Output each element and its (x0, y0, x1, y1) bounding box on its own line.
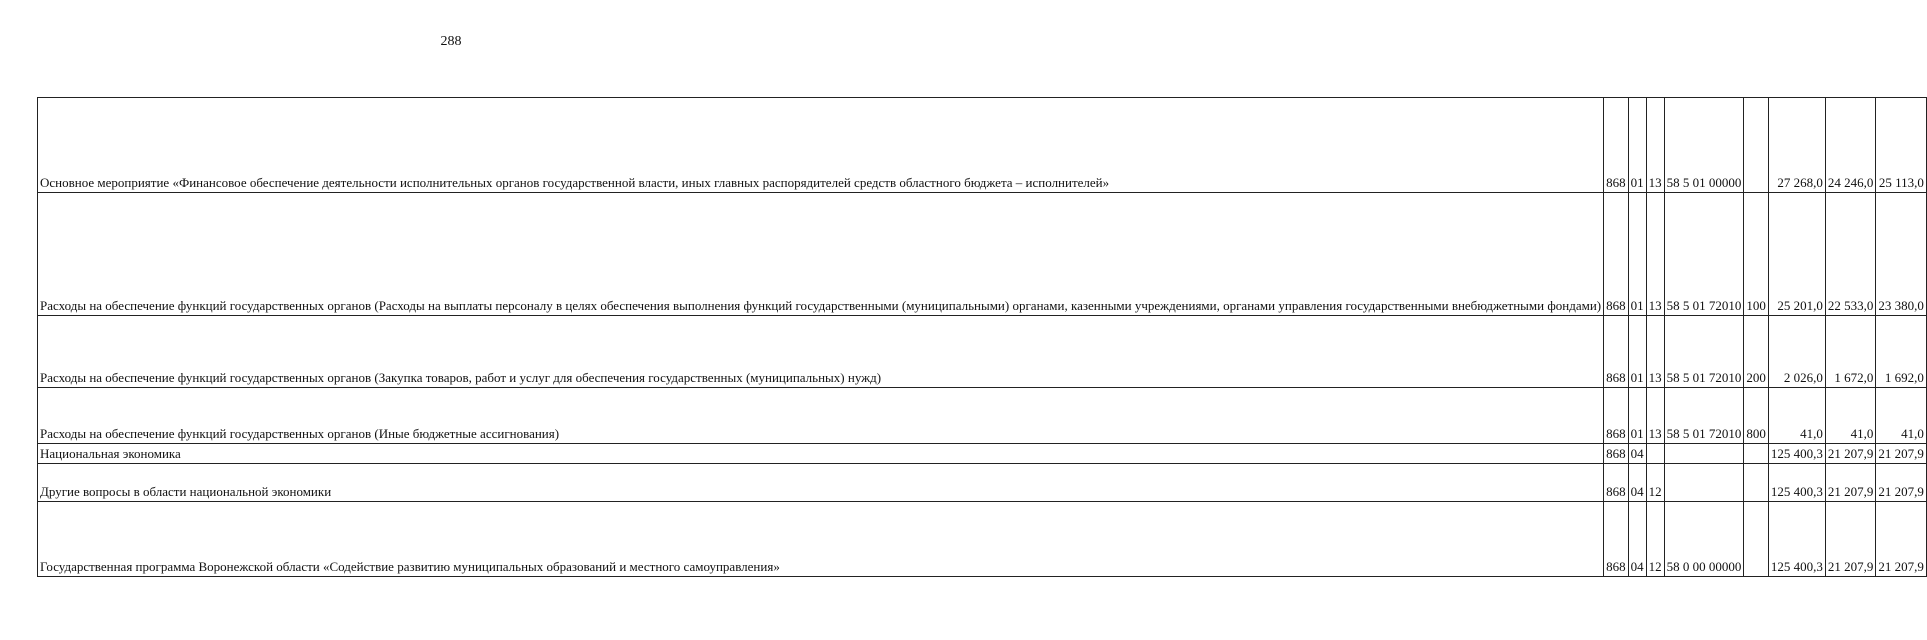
amount-year-2: 24 246,0 (1825, 98, 1876, 193)
expense-type (1744, 98, 1769, 193)
target-article: 58 0 00 00000 (1664, 502, 1744, 577)
amount-year-2: 21 207,9 (1825, 464, 1876, 502)
table-row (38, 316, 1927, 388)
amount-year-3: 1 692,0 (1876, 316, 1927, 388)
ministry-code: 868 (1604, 388, 1629, 444)
section-code: 04 (1628, 502, 1646, 577)
section-code: 04 (1628, 444, 1646, 464)
subsection-code: 12 (1646, 502, 1664, 577)
ministry-code: 868 (1604, 502, 1629, 577)
subsection-code: 12 (1646, 464, 1664, 502)
amount-year-2: 22 533,0 (1825, 193, 1876, 316)
amount-year-3: 21 207,9 (1876, 464, 1927, 502)
row-name: Расходы на обеспечение функций государственных органов (Расходы на выплаты персоналу в целях обеспечения выполнения функций государственными (муниципальными) органами, казенными учреждениями, органами управления государственными внебюджетными фондами) (38, 193, 1604, 316)
amount-year-2: 21 207,9 (1825, 444, 1876, 464)
amount-year-3: 41,0 (1876, 388, 1927, 444)
section-code: 01 (1628, 388, 1646, 444)
ministry-code: 868 (1604, 464, 1629, 502)
section-code: 01 (1628, 193, 1646, 316)
amount-year-1: 27 268,0 (1768, 98, 1825, 193)
subsection-code: 13 (1646, 98, 1664, 193)
subsection-code: 13 (1646, 316, 1664, 388)
row-name: Расходы на обеспечение функций государственных органов (Закупка товаров, работ и услуг для обеспечения государственных (муниципальных) нужд) (38, 316, 1604, 388)
subsection-code: 13 (1646, 193, 1664, 316)
table-row (38, 388, 1927, 444)
subsection-code: 13 (1646, 388, 1664, 444)
expense-type: 800 (1744, 388, 1769, 444)
expense-type (1744, 464, 1769, 502)
row-name: Государственная программа Воронежской области «Содействие развитию муниципальных образований и местного самоуправления» (38, 502, 1604, 577)
row-name: Другие вопросы в области национальной экономики (38, 464, 1604, 502)
amount-year-2: 41,0 (1825, 388, 1876, 444)
target-article: 58 5 01 72010 (1664, 193, 1744, 316)
target-article: 58 5 01 72010 (1664, 316, 1744, 388)
ministry-code: 868 (1604, 193, 1629, 316)
table-row (38, 502, 1927, 577)
expense-type (1744, 444, 1769, 464)
ministry-code: 868 (1604, 316, 1629, 388)
expense-type: 100 (1744, 193, 1769, 316)
amount-year-1: 125 400,3 (1768, 464, 1825, 502)
amount-year-2: 1 672,0 (1825, 316, 1876, 388)
target-article (1664, 444, 1744, 464)
table-row (38, 444, 1927, 464)
expense-type: 200 (1744, 316, 1769, 388)
amount-year-3: 21 207,9 (1876, 444, 1927, 464)
target-article (1664, 464, 1744, 502)
section-code: 04 (1628, 464, 1646, 502)
table-row (38, 193, 1927, 316)
amount-year-1: 2 026,0 (1768, 316, 1825, 388)
amount-year-1: 25 201,0 (1768, 193, 1825, 316)
amount-year-3: 21 207,9 (1876, 502, 1927, 577)
amount-year-1: 125 400,3 (1768, 502, 1825, 577)
target-article: 58 5 01 00000 (1664, 98, 1744, 193)
row-name: Расходы на обеспечение функций государственных органов (Иные бюджетные ассигнования) (38, 388, 1604, 444)
section-code: 01 (1628, 316, 1646, 388)
budget-table (37, 97, 1927, 577)
ministry-code: 868 (1604, 444, 1629, 464)
amount-year-1: 41,0 (1768, 388, 1825, 444)
table-row (38, 98, 1927, 193)
row-name: Национальная экономика (38, 444, 1604, 464)
amount-year-1: 125 400,3 (1768, 444, 1825, 464)
amount-year-3: 23 380,0 (1876, 193, 1927, 316)
target-article: 58 5 01 72010 (1664, 388, 1744, 444)
page-number: 288 (440, 34, 462, 49)
subsection-code (1646, 444, 1664, 464)
expense-type (1744, 502, 1769, 577)
amount-year-3: 25 113,0 (1876, 98, 1927, 193)
amount-year-2: 21 207,9 (1825, 502, 1876, 577)
table-row (38, 464, 1927, 502)
ministry-code: 868 (1604, 98, 1629, 193)
row-name: Основное мероприятие «Финансовое обеспечение деятельности исполнительных органов государственной власти, иных главных распорядителей средств областного бюджета – исполнителей» (38, 98, 1604, 193)
section-code: 01 (1628, 98, 1646, 193)
